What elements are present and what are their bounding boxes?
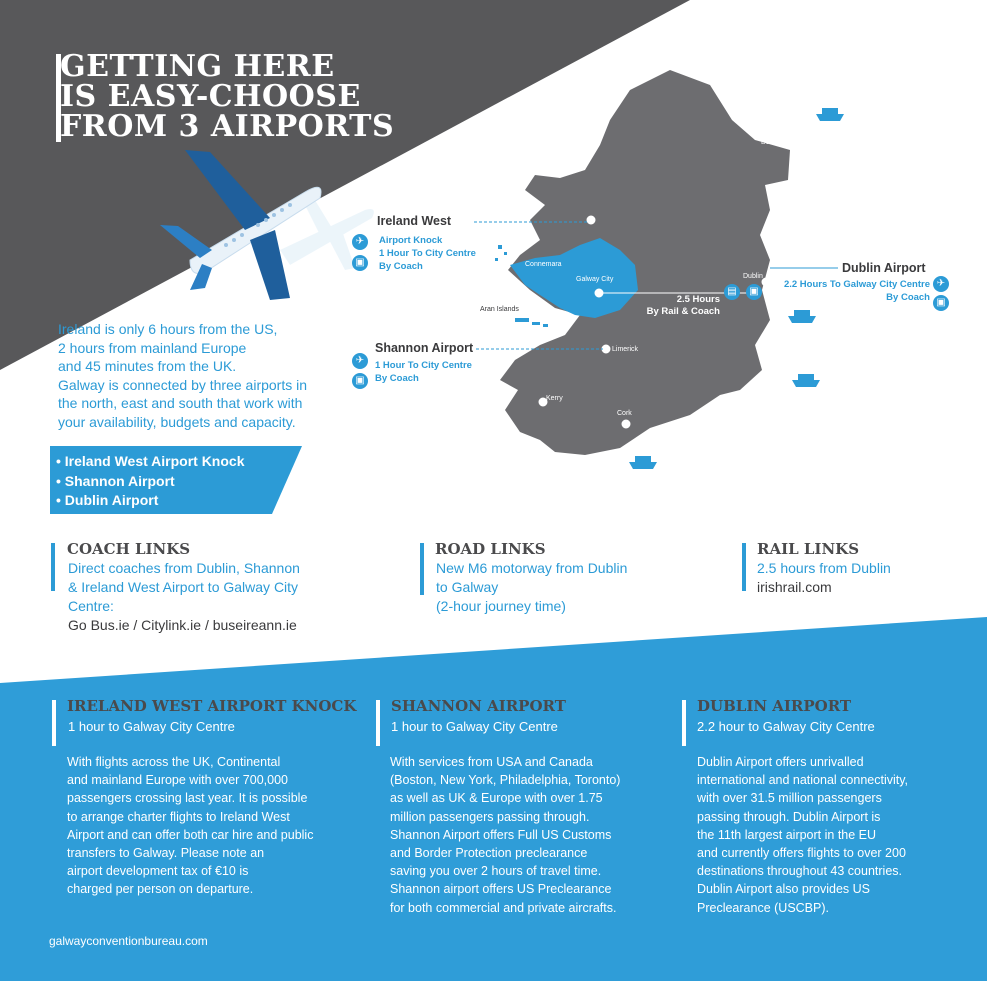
- ireland-west-details: [379, 234, 476, 273]
- column-accent-bar: [52, 700, 56, 746]
- knock-sub: 1 hour to Galway City Centre: [68, 719, 235, 734]
- dublin-line: By Coach: [886, 292, 930, 303]
- ferry-icon: [790, 370, 822, 388]
- intro-line: and 45 minutes from the UK.: [58, 358, 237, 374]
- airport-list-item: • Dublin Airport: [56, 492, 159, 508]
- belfast-marker: [788, 138, 796, 146]
- coach-links-text: [68, 559, 300, 616]
- shannon-body-line: (Boston, New York, Philadelphia, Toronto): [390, 773, 621, 788]
- intro-line: Ireland is only 6 hours from the US,: [58, 321, 278, 337]
- bus-icon: ▣: [933, 295, 949, 311]
- rail-links-text: 2.5 hours from Dublin: [757, 560, 891, 576]
- shannon-body: [390, 753, 620, 917]
- bus-icon: ▣: [746, 284, 762, 300]
- city-label-connemara: Connemara: [525, 261, 562, 268]
- city-label-galway: Galway City: [576, 276, 614, 283]
- coach-links-sites[interactable]: Go Bus.ie / Citylink.ie / buseireann.ie: [68, 617, 297, 633]
- rail-coach-line: By Rail & Coach: [646, 306, 720, 317]
- dublin-body-line: Preclearance (USCBP).: [697, 900, 829, 915]
- dublin-body-line: international and national connectivity,: [697, 773, 909, 788]
- intro-line: 2 hours from mainland Europe: [58, 339, 247, 356]
- knock-body-line: airport development tax of €10 is: [67, 864, 249, 879]
- dublin-body-line: Dublin Airport also provides US: [697, 882, 870, 897]
- rail-coach-line: 2.5 Hours: [676, 294, 720, 305]
- airport-list-item: • Ireland West Airport Knock: [56, 453, 245, 469]
- shannon-line: By Coach: [375, 373, 419, 384]
- knock-body: [67, 753, 313, 899]
- road-links-heading: ROAD LINKS: [435, 540, 546, 558]
- rail-coach-details: [645, 294, 720, 318]
- coach-links-bar: [51, 543, 55, 591]
- shannon-body-line: million passengers passing through.: [390, 809, 590, 824]
- road-links-line: New M6 motorway from Dublin: [436, 560, 628, 576]
- connemara-islands: [495, 245, 507, 261]
- knock-marker: [587, 216, 595, 224]
- ireland-west-line: By Coach: [379, 261, 423, 272]
- title-line-2: IS EASY-CHOOSE: [60, 79, 361, 114]
- rail-links-site[interactable]: irishrail.com: [757, 579, 832, 595]
- city-label-dublin: Dublin: [743, 273, 763, 280]
- title-line-1: GETTING HERE: [60, 49, 335, 84]
- ferry-icon: [627, 452, 659, 470]
- column-accent-bar: [376, 700, 380, 746]
- intro-line: Galway is connected by three airports in: [58, 376, 308, 393]
- knock-heading: IRELAND WEST AIRPORT KNOCK: [67, 697, 357, 715]
- fuselage: [190, 187, 321, 273]
- knock-body-line: charged per person on departure.: [67, 882, 254, 897]
- ireland-map: [470, 60, 800, 480]
- dublin-body-line: Dublin Airport offers unrivalled: [697, 755, 864, 769]
- dublin-airport-title: Dublin Airport: [842, 261, 926, 275]
- ireland-west-line: 1 Hour To City Centre: [379, 248, 476, 259]
- city-label-kerry: Kerry: [546, 395, 563, 402]
- airplane-illustration: [150, 140, 380, 320]
- shannon-title: Shannon Airport: [375, 341, 474, 355]
- city-label-belfast: Belfast: [761, 139, 783, 146]
- dublin-line: 2.2 Hours To Galway City Centre: [783, 279, 930, 290]
- shannon-details: [375, 359, 472, 385]
- dublin-details: [780, 278, 930, 304]
- ireland-west-line: Airport Knock: [379, 235, 443, 246]
- shannon-body-line: Shannon Airport offers Full US Customs: [390, 827, 612, 842]
- shannon-body-line: Shannon airport offers US Preclearance: [390, 882, 612, 897]
- shannon-body-line: for both commercial and private aircrafts.: [390, 900, 617, 915]
- intro-line: your availability, budgets and capacity.: [58, 413, 296, 430]
- dublin-body-line: passing through. Dublin Airport is: [697, 809, 881, 824]
- plane-icon: ✈: [933, 276, 949, 292]
- knock-body-line: Airport and can offer both car hire and public: [67, 827, 314, 842]
- dublin-sub: 2.2 hour to Galway City Centre: [697, 719, 875, 734]
- tail-fin: [160, 225, 212, 258]
- lower-wing: [250, 230, 290, 300]
- column-accent-bar: [682, 700, 686, 746]
- intro-line: the north, east and south that work with: [58, 395, 303, 411]
- ireland-west-title: Ireland West: [377, 214, 452, 228]
- road-links-line: (2-hour journey time): [436, 598, 566, 614]
- shannon-line: 1 Hour To City Centre: [375, 360, 472, 371]
- road-links-bar: [420, 543, 424, 595]
- plane-icon: ✈: [352, 234, 368, 250]
- coach-links-line: & Ireland West Airport to Galway City: [68, 579, 299, 595]
- bus-icon: ▣: [352, 373, 368, 389]
- page-title: [60, 49, 395, 144]
- dublin-body-line: destinations throughout 43 countries.: [697, 864, 902, 879]
- dublin-body-line: the 11th largest airport in the EU: [697, 827, 877, 842]
- footer-url[interactable]: galwayconventionbureau.com: [49, 934, 208, 948]
- upper-wing: [185, 150, 270, 230]
- coach-links-heading: COACH LINKS: [67, 540, 191, 558]
- knock-body-line: to arrange charter flights to Ireland West: [67, 809, 290, 824]
- shannon-body-line: and Border Protection preclearance: [390, 846, 588, 861]
- road-links-text: [436, 559, 627, 616]
- city-label-cork: Cork: [617, 410, 632, 417]
- dublin-marker: [762, 278, 770, 286]
- dublin-body-line: with over 31.5 million passengers: [697, 791, 882, 806]
- dublin-body-line: and currently offers flights to over 200: [697, 846, 906, 861]
- airport-list: [56, 452, 245, 511]
- dublin-body: [697, 753, 908, 917]
- rail-links-bar: [742, 543, 746, 591]
- ferry-icon: [786, 306, 818, 324]
- city-label-aran: Aran Islands: [480, 306, 519, 313]
- shannon-body-line: saving you over 2 hours of travel time.: [390, 864, 602, 879]
- aran-islands: [515, 318, 548, 327]
- train-icon: ▤: [724, 284, 740, 300]
- intro-text: [58, 320, 328, 431]
- rail-links-heading: RAIL LINKS: [757, 540, 860, 558]
- airport-list-item: • Shannon Airport: [56, 472, 175, 489]
- knock-body-line: and mainland Europe with over 700,000: [67, 773, 288, 788]
- shannon-body-line: as well as UK & Europe with over 1.75: [390, 791, 603, 806]
- coach-links-line: Direct coaches from Dublin, Shannon: [68, 560, 300, 576]
- road-links-line: to Galway: [436, 579, 499, 595]
- limerick-marker: [602, 345, 610, 353]
- knock-body-line: transfers to Galway. Please note an: [67, 846, 265, 861]
- knock-body-line: passengers crossing last year. It is possible: [67, 791, 308, 806]
- shannon-heading: SHANNON AIRPORT: [391, 697, 566, 715]
- city-label-limerick: Limerick: [612, 346, 639, 353]
- coach-links-line: Centre:: [68, 598, 114, 614]
- bus-icon: ▣: [352, 255, 368, 271]
- ferry-icon: [814, 104, 846, 122]
- shannon-body-line: With services from USA and Canada: [390, 755, 593, 769]
- cork-marker: [622, 420, 630, 428]
- dublin-heading: DUBLIN AIRPORT: [697, 697, 852, 715]
- plane-icon: ✈: [352, 353, 368, 369]
- knock-body-line: With flights across the UK, Continental: [67, 755, 281, 769]
- title-line-3: FROM 3 AIRPORTS: [60, 109, 395, 144]
- shannon-sub: 1 hour to Galway City Centre: [391, 719, 558, 734]
